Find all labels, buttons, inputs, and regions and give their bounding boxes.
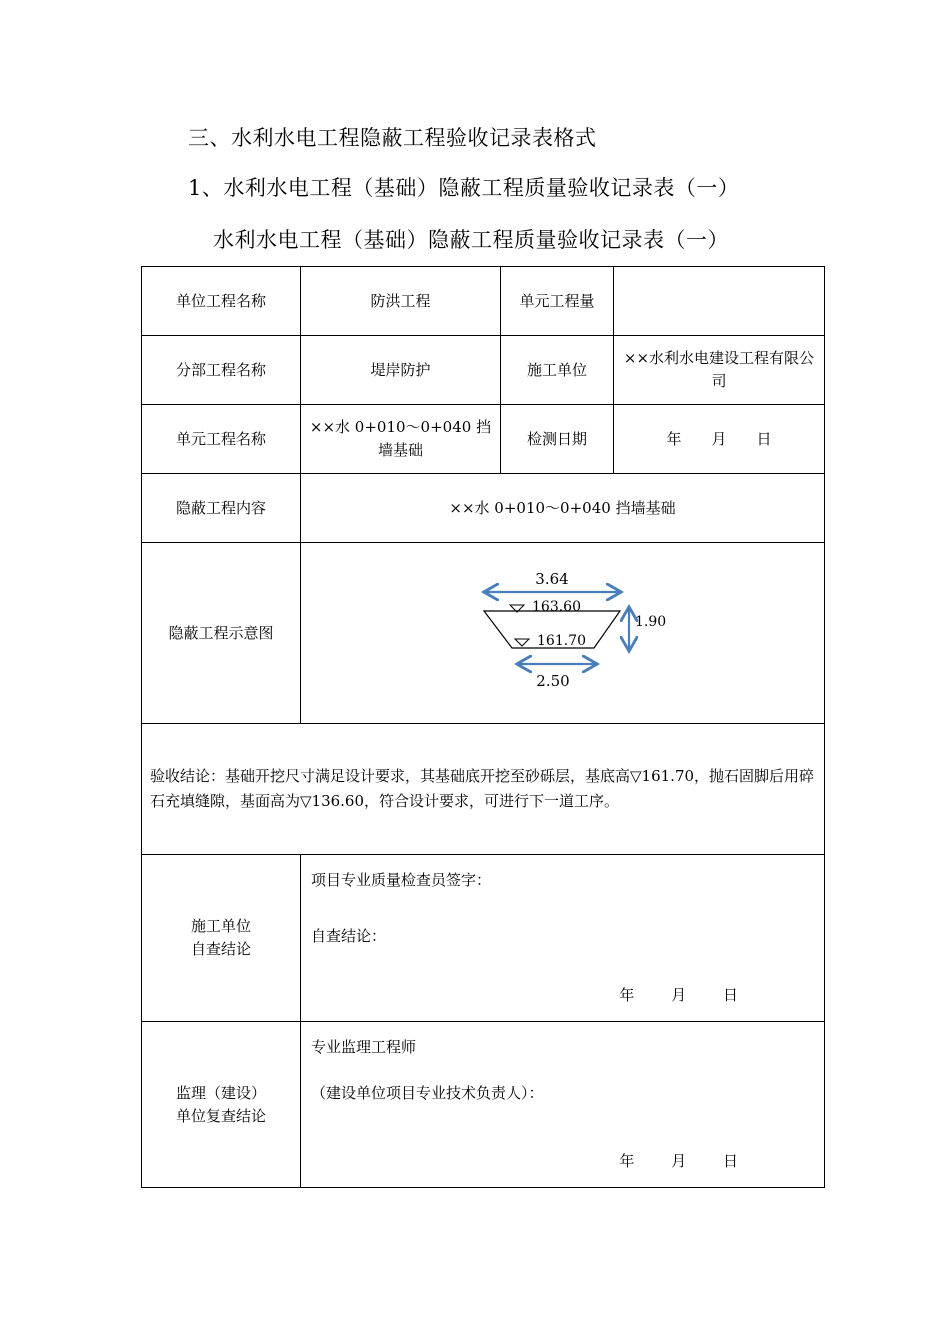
date-year: 年 [619, 1152, 635, 1170]
acceptance-conclusion: 验收结论：基础开挖尺寸满足设计要求，其基础底开挖至砂砾层，基底高▽161.70，抛石固脚后用碎石充填缝隙，基面高为▽136.60，符合设计要求，可进行下一道工序。 [142, 724, 825, 855]
table-row [142, 474, 825, 543]
hidden-content-value: ××水 0+010～0+040 挡墙基础 [301, 474, 825, 543]
test-date-value: 年 月 日 [614, 405, 825, 474]
date-day: 日 [722, 986, 738, 1004]
foundation-cross-section-diagram [301, 543, 824, 723]
date-month: 月 [671, 986, 687, 1004]
owner-text: （建设单位项目专业技术负责人）： [311, 1084, 544, 1102]
review-label [142, 1022, 301, 1188]
self-check-label [142, 855, 301, 1022]
review-date [619, 1150, 738, 1173]
sub-project-label: 分部工程名称 [142, 336, 301, 405]
self-check-date [619, 984, 738, 1007]
self-check-text: 自查结论： [311, 927, 387, 945]
review-label-line2: 单位复查结论 [175, 1106, 266, 1125]
unit-project-label: 单位工程名称 [142, 267, 301, 336]
bottom-elevation-icon [515, 639, 529, 646]
table-row [142, 405, 825, 474]
contractor-value: ××水利水电建设工程有限公司 [614, 336, 825, 405]
diagram-cell [301, 543, 825, 724]
element-project-label: 单元工程名称 [142, 405, 301, 474]
test-date-label: 检测日期 [501, 405, 614, 474]
date-year: 年 [619, 986, 635, 1004]
subsection-heading: 1、水利水电工程（基础）隐蔽工程质量验收记录表（一） [188, 176, 740, 200]
table-row [142, 1022, 825, 1188]
supervisor-text: 专业监理工程师 [311, 1038, 417, 1056]
bottom-elevation-label: 161.70 [537, 633, 586, 649]
hidden-content-label: 隐蔽工程内容 [142, 474, 301, 543]
top-width-label: 3.64 [535, 570, 569, 588]
table-row [142, 855, 825, 1022]
self-check-label-line1: 施工单位 [190, 917, 251, 935]
unit-project-value: 防洪工程 [301, 267, 501, 336]
inspector-signature: 项目专业质量检查员签字： [311, 871, 492, 889]
contractor-label: 施工单位 [501, 336, 614, 405]
self-check-cell [301, 855, 825, 1022]
height-label: 1.90 [635, 614, 667, 630]
unit-quantity-label: 单元工程量 [501, 267, 614, 336]
unit-quantity-value [614, 267, 825, 336]
section-heading: 三、水利水电工程隐蔽工程验收记录表格式 [188, 126, 597, 150]
element-project-value: ××水 0+010～0+040 挡墙基础 [301, 405, 501, 474]
bottom-width-label: 2.50 [536, 672, 570, 690]
review-cell [301, 1022, 825, 1188]
sub-project-value: 堤岸防护 [301, 336, 501, 405]
date-day: 日 [722, 1152, 738, 1170]
diagram-label: 隐蔽工程示意图 [142, 543, 301, 724]
table-row [142, 543, 825, 724]
table-row [142, 724, 825, 855]
self-check-label-line2: 自查结论 [190, 940, 251, 958]
review-label-line1: 监理（建设） [175, 1083, 266, 1102]
top-elevation-label: 163.60 [532, 599, 581, 615]
table-row [142, 336, 825, 405]
table-row [142, 267, 825, 336]
acceptance-record-table [141, 266, 825, 1188]
table-title: 水利水电工程（基础）隐蔽工程质量验收记录表（一） [213, 228, 729, 252]
date-month: 月 [671, 1152, 687, 1170]
